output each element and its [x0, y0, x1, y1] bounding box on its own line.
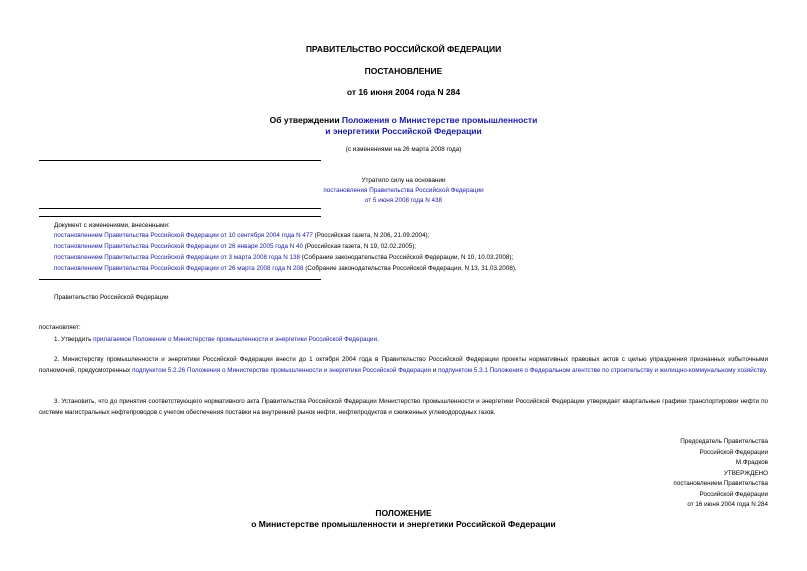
p1-suffix: . — [377, 336, 379, 343]
changes-heading: Документ с изменениями, внесенными: — [54, 222, 170, 229]
title-link-line1[interactable]: Положения о Министерстве промышленности — [341, 115, 538, 125]
void-decree-date-link[interactable]: от 5 июня 2008 года N 438 — [364, 197, 443, 204]
decrees-word: постановляет: — [39, 324, 81, 331]
void-notice: Утратило силу на основании — [361, 177, 446, 184]
regulation-title: ПОЛОЖЕНИЕ — [375, 508, 432, 518]
change-source: (Российская газета, N 19, 02.02.2005); — [303, 243, 417, 250]
signature-block — [673, 437, 768, 511]
p1-prefix: 1. Утвердить — [54, 336, 94, 343]
approved-date: от 16 июня 2004 года N 284 — [687, 501, 768, 508]
divider — [39, 160, 321, 161]
change-source: (Собрание законодательства Российской Федерации, N 13, 31.03.2008). — [303, 265, 517, 272]
change-link[interactable]: постановлением Правительства Российской Федерации от 26 января 2005 года N 40 — [54, 243, 304, 250]
change-item — [54, 242, 416, 252]
divider — [39, 216, 321, 217]
change-link[interactable]: постановлением Правительства Российской Федерации от 10 сентября 2004 года N 477 — [54, 232, 313, 239]
change-link[interactable]: постановлением Правительства Российской Федерации от 26 марта 2008 года N 208 — [54, 265, 304, 272]
void-link-2 — [0, 196, 807, 206]
paragraph-3: 3. Установить, что до принятия соответствующего нормативного акта Правительства Российской Федерации Министерство промышленности и энергетики Российской Федерации утверждает квартальные графики транспортировки нефти по системе магистральных нефтепроводов с учетом обеспечения поставки на внутренний рынок нефти, нефтепродуктов и сжиженных углеводородных газов. — [39, 398, 768, 416]
change-item — [54, 264, 517, 274]
document-date: от 16 июня 2004 года N 284 — [346, 87, 461, 97]
signature-name: М.Фрадков — [735, 459, 768, 466]
paragraph-1 — [54, 335, 379, 345]
change-item — [54, 253, 513, 263]
void-link-1 — [0, 186, 807, 196]
change-item — [54, 231, 429, 241]
p2-link-2[interactable]: подпунктом 5.3.1 Положения о Федеральном агентстве по строительству и жилищно-коммунальному хозяйству — [438, 367, 766, 374]
approved-label: УТВЕРЖДЕНО — [723, 469, 768, 477]
government-name: Правительство Российской Федерации — [54, 294, 169, 301]
change-link[interactable]: постановлением Правительства Российской Федерации от 3 марта 2008 года N 138 — [54, 254, 301, 261]
title-prefix: Об утверждении — [269, 115, 342, 125]
p1-link[interactable]: прилагаемое Положение о Министерстве промышленности и энергетики Российской Федерации — [93, 336, 378, 343]
void-decree-link[interactable]: постановления Правительства Российской Федерации — [323, 187, 484, 194]
p2-text-a: 2. Министерству промышленности и энергетики Российской Федерации внести до 1 октября 2004 года в Правительство Российской Федерации проекты нормативных правовых актов с целью упразднения признанных избыточными полномочий, предусмотренных — [39, 356, 768, 374]
p2-text-b: и — [431, 367, 439, 374]
paragraph-2 — [39, 354, 768, 376]
approved-by: постановлением Правительства — [673, 480, 768, 487]
amendment-note: (с изменениями на 26 марта 2008 года) — [345, 146, 462, 153]
regulation-subtitle: о Министерстве промышленности и энергетики Российской Федерации — [251, 519, 556, 529]
approved-country: Российской Федерации — [699, 490, 768, 498]
title-link-line2[interactable]: и энергетики Российской Федерации — [325, 126, 482, 136]
p2-link-1[interactable]: подпунктом 5.2.26 Положения о Министерстве промышленности и энергетики Российской Федерации — [132, 367, 432, 374]
change-source: (Собрание законодательства Российской Федерации, N 10, 10.03.2008); — [300, 254, 514, 261]
document-type: ПОСТАНОВЛЕНИЕ — [364, 66, 443, 76]
signature-country: Российской Федерации — [699, 448, 768, 456]
change-source: (Российская газета, N 206, 21.09.2004); — [312, 232, 430, 239]
divider — [39, 208, 321, 209]
government-heading: ПРАВИТЕЛЬСТВО РОССИЙСКОЙ ФЕДЕРАЦИИ — [305, 44, 502, 54]
divider — [39, 279, 321, 280]
signature-position: Председатель Правительства — [680, 438, 768, 445]
document-title — [0, 115, 807, 137]
p2-text-c: . — [765, 367, 768, 374]
